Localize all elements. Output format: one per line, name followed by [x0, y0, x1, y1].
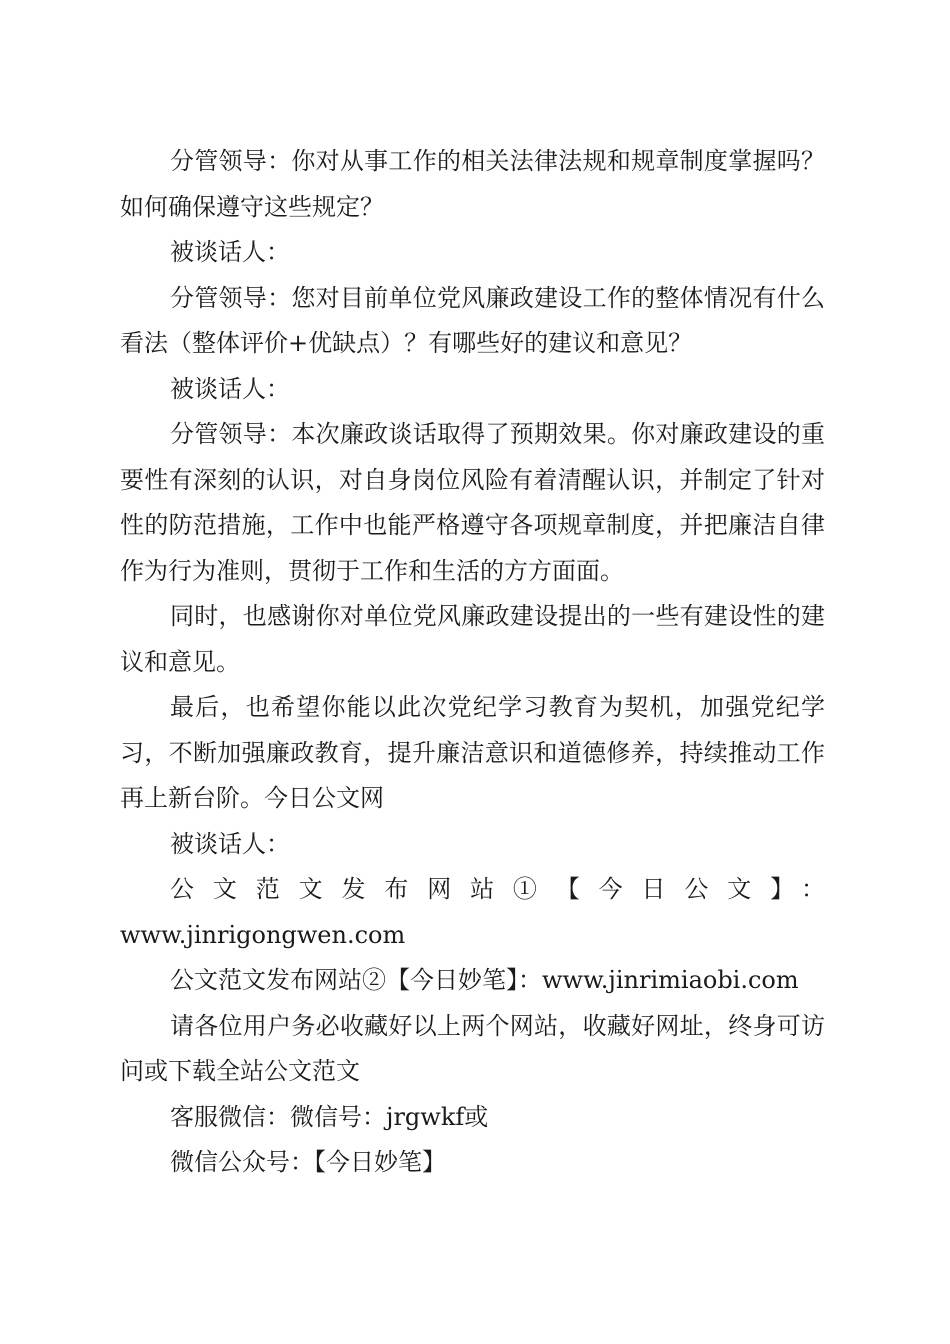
service-wechat: 客服微信：微信号：jrgwkf或 [170, 1102, 489, 1131]
paragraph-leader-question-2: 分管领导：您对目前单位党风廉政建设工作的整体情况有什么看法（整体评价+优缺点）？有哪些好的建议和意见？ [120, 283, 825, 357]
document-body [120, 139, 825, 1186]
notice-paragraph: 请各位用户务必收藏好以上两个网站，收藏好网址，终身可访问或下载全站公文范文 [120, 1011, 825, 1085]
paragraph-leader-summary: 分管领导：本次廉政谈话取得了预期效果。你对廉政建设的重要性有深刻的认识，对自身岗位风险有着清醒认识，并制定了针对性的防范措施，工作中也能严格遵守各项规章制度，并把廉洁自律作为行为准则，贯彻于工作和生活的方方面面。 [120, 420, 825, 585]
paragraph-closing: 最后，也希望你能以此次党纪学习教育为契机，加强党纪学习，不断加强廉政教育，提升廉洁意识和道德修养，持续推动工作再上新台阶。今日公文网 [120, 693, 825, 812]
site1-label: 公文范文发布网站①【今日公文】： [170, 875, 825, 903]
paragraph-interviewee-reply-1: 被谈话人： [170, 238, 290, 266]
paragraph-interviewee-reply-2: 被谈话人： [170, 374, 290, 403]
site1-url: www.jinrigongwen.com [120, 920, 406, 949]
paragraph-thanks: 同时，也感谢你对单位党风廉政建设提出的一些有建设性的建议和意见。 [120, 602, 825, 676]
paragraph-interviewee-reply-3: 被谈话人： [170, 829, 290, 858]
official-account: 微信公众号：【今日妙笔】 [170, 1148, 446, 1176]
site2-line: 公文范文发布网站②【今日妙笔】：www.jinrimiaobi.com [170, 966, 799, 994]
paragraph-leader-question-1: 分管领导：你对从事工作的相关法律法规和规章制度掌握吗？如何确保遵守这些规定？ [120, 147, 825, 221]
